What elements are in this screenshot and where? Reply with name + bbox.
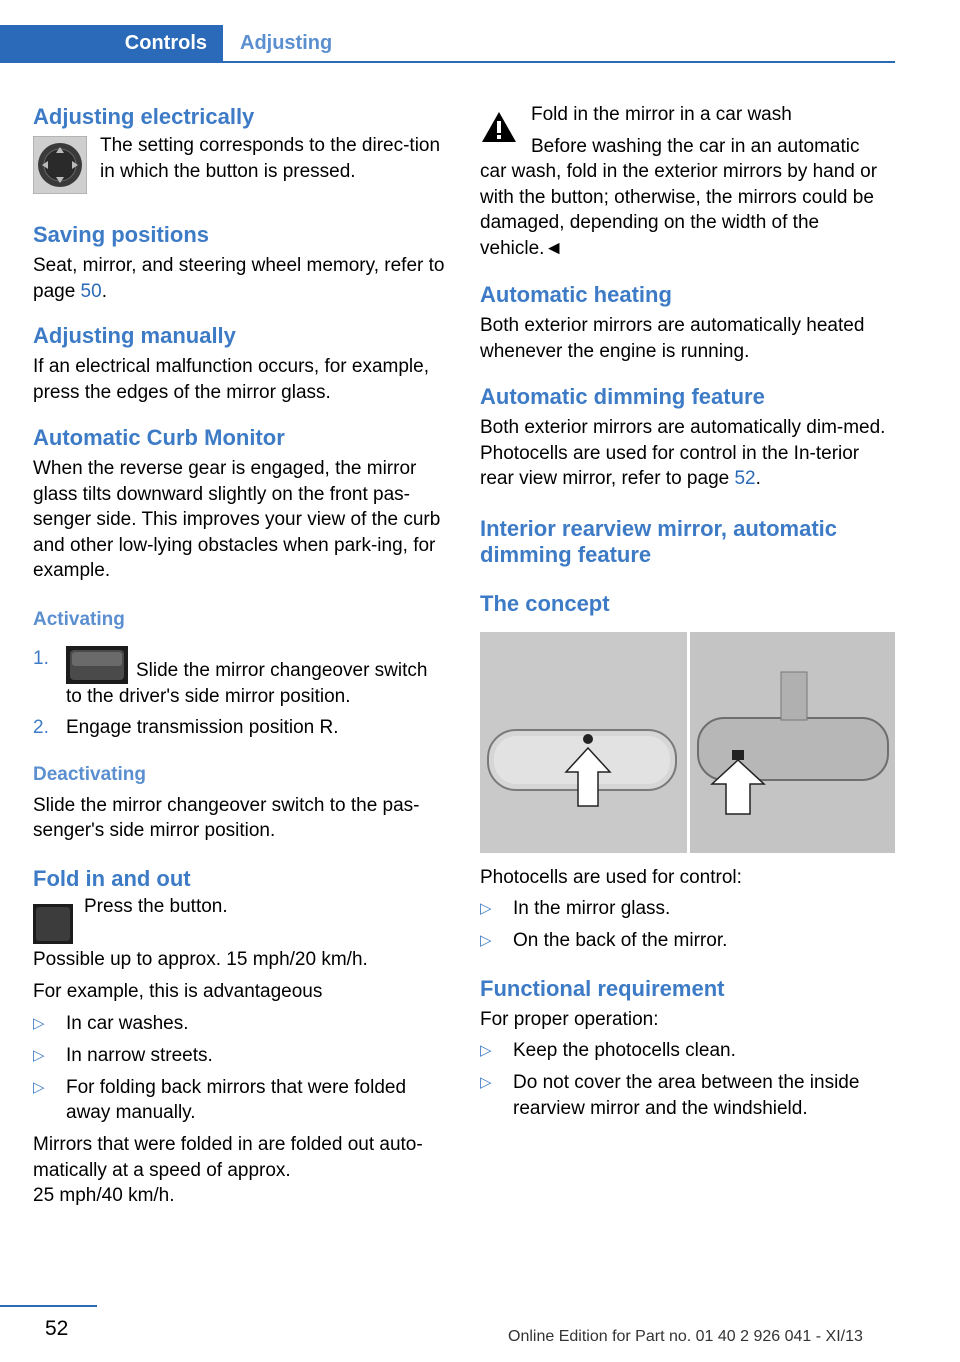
tab-adjusting[interactable]: Adjusting [240,32,333,54]
bullet-triangle-icon: ▷ [480,900,492,917]
saving-text: Seat, mirror, and steering wheel memory, refer to page [33,255,445,302]
bullet-text: On the back of the mirror. [513,930,728,951]
page-link-52[interactable]: 52 [734,468,756,489]
page-link-50[interactable]: 50 [80,280,102,302]
photocells-intro: Photocells are used for control: [480,866,742,888]
bullet-text: For folding back mirrors that were folded away manually. [66,1076,407,1123]
bullet-text: Keep the photocells clean. [513,1040,736,1061]
curb-monitor-heading: Automatic Curb Monitor [33,425,285,450]
step-number: 1. [33,647,49,669]
page-number: 52 [45,1317,69,1340]
functional-requirement-heading: Functional requirement [480,975,725,1001]
warning-text: car wash, fold in the exterior mirrors by hand or with the button; otherwise, the mirrors could be damaged, depending on the width of the vehicle.◄ [480,161,878,259]
functional-requirement-intro: For proper operation: [480,1008,659,1030]
fold-auto-speed: 25 mph/40 km/h. [33,1185,175,1206]
list-item [33,1011,448,1037]
activating-step-2 [33,715,448,741]
mirror-joystick-icon [33,136,87,194]
bullet-triangle-icon: ▷ [480,932,492,949]
step-text: Engage transmission position R. [66,717,339,738]
adjusting-electrically-text: The setting corresponds to the direc-tion in which the button is pressed. [100,135,441,182]
fold-possible-text: Possible up to approx. 15 mph/20 km/h. [33,948,368,970]
adjusting-electrically-heading: Adjusting electrically [33,104,255,129]
interior-mirror-heading: Interior rearview mirror, automatic dimming feature [480,515,838,567]
bullet-triangle-icon: ▷ [480,1074,492,1091]
mirror-photocell-illustration [480,632,895,853]
list-item [480,1038,895,1064]
list-item [480,896,895,922]
bullet-text: In narrow streets. [66,1044,213,1066]
list-item [33,1043,448,1069]
right-column [480,100,895,1128]
warning-title: Fold in the mirror in a car wash [531,104,792,125]
bullet-triangle-icon: ▷ [33,1078,45,1096]
list-item [480,928,895,954]
step-number: 2. [33,717,49,738]
fold-heading: Fold in and out [33,865,191,891]
adjusting-manually-text: If an electrical malfunction occurs, for example, press the edges of the mirror glass. [33,356,430,403]
activating-steps [33,646,448,741]
saving-end: . [101,280,107,302]
dimming-end: . [755,468,761,489]
fold-button-text: Press the button. [84,895,228,917]
bullet-text: Do not cover the area between the inside rearview mirror and the windshield. [513,1072,860,1119]
bullet-text: In car washes. [66,1012,189,1034]
fold-button-icon [33,904,73,944]
automatic-dimming-heading: Automatic dimming feature [480,384,765,409]
warning-icon [480,110,518,144]
adjusting-manually-heading: Adjusting manually [33,323,236,348]
activating-step-1 [33,646,448,710]
saving-positions-heading: Saving positions [33,222,210,247]
mirror-switch-icon [66,646,128,684]
footer-rule [0,1305,97,1307]
automatic-heating-text: Both exterior mirrors are automatically heated whenever the engine is running. [480,315,865,362]
bullet-triangle-icon: ▷ [33,1046,45,1064]
fold-example-text: For example, this is advantageous [33,981,323,1002]
step-text: Slide the mirror changeover switch to the driver's side mirror position. [66,659,428,707]
left-column [33,100,448,1209]
edition-footer: Online Edition for Part no. 01 40 2 926 041 - XI/13 [508,1328,863,1345]
bullet-triangle-icon: ▷ [33,1014,45,1032]
tab-controls[interactable]: Controls [0,25,223,61]
automatic-dimming-text [480,415,895,492]
warning-text-line1: Before washing the car in an automatic [531,135,860,157]
photocells-bullets [480,896,895,954]
fold-bullets [33,1011,448,1126]
fold-auto-text: Mirrors that were folded in are folded out auto-matically at a speed of approx. [33,1134,423,1181]
curb-monitor-text: When the reverse gear is engaged, the mirror glass tilts downward slightly on the front pas-senger side. This improves your view of the curb and other low-lying obstacles when park-ing, for example. [33,458,441,581]
bullet-text: In the mirror glass. [513,898,671,919]
concept-heading: The concept [480,590,610,616]
list-item [480,1070,895,1121]
header-tabbar [0,25,895,63]
activating-heading: Activating [33,608,125,630]
list-item [33,1075,448,1126]
bullet-triangle-icon: ▷ [480,1042,492,1059]
functional-bullets [480,1038,895,1121]
deactivating-text: Slide the mirror changeover switch to the pas-senger's side mirror position. [33,794,420,841]
deactivating-heading: Deactivating [33,763,146,785]
automatic-heating-heading: Automatic heating [480,282,672,307]
dimming-text: Both exterior mirrors are automatically dim-med. Photocells are used for control in the In-terior rear view mirror, refer to page [480,417,886,489]
saving-positions-text [33,253,448,304]
